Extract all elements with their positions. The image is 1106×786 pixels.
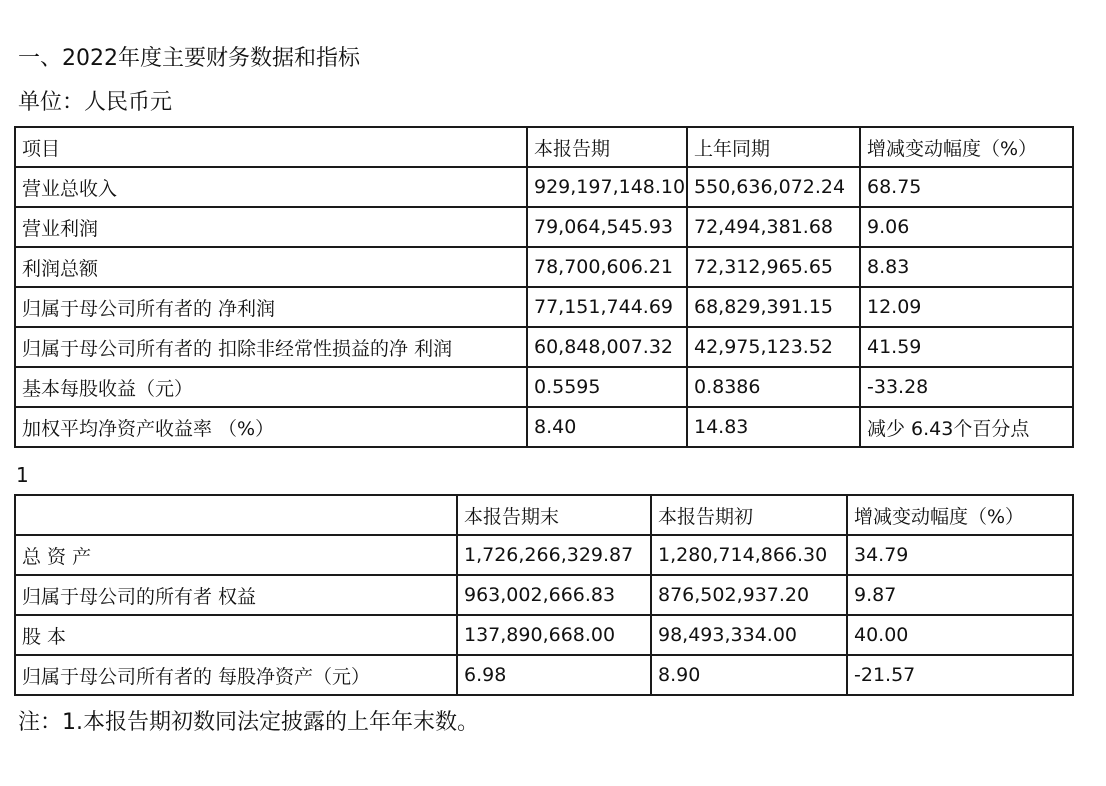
current-value: 0.5595 [527,367,687,407]
table-row [15,207,1073,247]
header-cell: 本报告期初 [651,495,847,535]
header-cell: 上年同期 [687,127,860,167]
table-row [15,167,1073,207]
current-value: 60,848,007.32 [527,327,687,367]
table-row [15,247,1073,287]
row-label: 归属于母公司所有者的 扣除非经常性损益的净 利润 [15,327,527,367]
change-value: -33.28 [860,367,1073,407]
prior-value: 72,494,381.68 [687,207,860,247]
table-row [15,367,1073,407]
row-label: 归属于母公司所有者的 净利润 [15,287,527,327]
current-value: 929,197,148.10 [527,167,687,207]
period-end-value: 6.98 [457,655,651,695]
footnote-text: 注：1.本报告期初数同法定披露的上年年末数。 [18,710,479,735]
header-cell: 增减变动幅度（%） [860,127,1073,167]
prior-value: 72,312,965.65 [687,247,860,287]
financial-data-table [14,126,1074,448]
table-row [15,327,1073,367]
header-cell [15,495,457,535]
change-value: 9.06 [860,207,1073,247]
prior-value: 42,975,123.52 [687,327,860,367]
table-row [15,287,1073,327]
header-cell: 项目 [15,127,527,167]
prior-value: 550,636,072.24 [687,167,860,207]
period-start-value: 1,280,714,866.30 [651,535,847,575]
table-header-row [15,495,1073,535]
row-label: 归属于母公司所有者的 每股净资产（元） [15,655,457,695]
row-label: 归属于母公司的所有者 权益 [15,575,457,615]
table-row [15,655,1073,695]
footnote-mark: 1 [16,463,29,487]
row-label: 加权平均净资产收益率 （%） [15,407,527,447]
period-end-value: 1,726,266,329.87 [457,535,651,575]
period-start-value: 98,493,334.00 [651,615,847,655]
row-label: 股 本 [15,615,457,655]
table-row [15,615,1073,655]
current-value: 78,700,606.21 [527,247,687,287]
row-label: 总 资 产 [15,535,457,575]
change-value: 12.09 [860,287,1073,327]
unit-label: 单位：人民币元 [18,90,173,115]
header-cell: 增减变动幅度（%） [847,495,1073,535]
balance-sheet-table [14,494,1074,696]
current-value: 79,064,545.93 [527,207,687,247]
prior-value: 68,829,391.15 [687,287,860,327]
change-value: 68.75 [860,167,1073,207]
current-value: 77,151,744.69 [527,287,687,327]
header-cell: 本报告期末 [457,495,651,535]
change-value: 8.83 [860,247,1073,287]
table-row [15,575,1073,615]
change-value: 9.87 [847,575,1073,615]
header-cell: 本报告期 [527,127,687,167]
prior-value: 0.8386 [687,367,860,407]
prior-value: 14.83 [687,407,860,447]
table-header-row [15,127,1073,167]
change-value: 40.00 [847,615,1073,655]
row-label: 基本每股收益（元） [15,367,527,407]
table-row [15,535,1073,575]
current-value: 8.40 [527,407,687,447]
period-start-value: 876,502,937.20 [651,575,847,615]
period-end-value: 137,890,668.00 [457,615,651,655]
row-label: 营业利润 [15,207,527,247]
row-label: 营业总收入 [15,167,527,207]
period-end-value: 963,002,666.83 [457,575,651,615]
row-label: 利润总额 [15,247,527,287]
page-title: 一、2022年度主要财务数据和指标 [18,46,360,71]
change-value: -21.57 [847,655,1073,695]
period-start-value: 8.90 [651,655,847,695]
change-value: 减少 6.43个百分点 [860,407,1073,447]
change-value: 41.59 [860,327,1073,367]
table-row [15,407,1073,447]
change-value: 34.79 [847,535,1073,575]
